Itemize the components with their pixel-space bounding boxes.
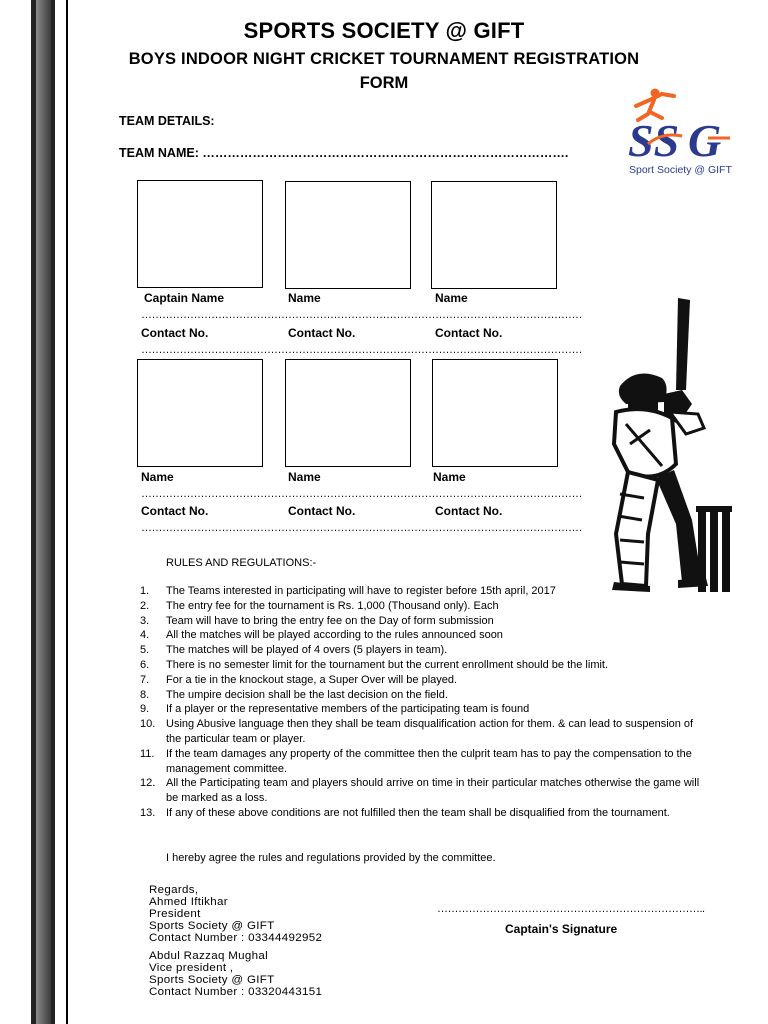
member-contact-line[interactable]: ……………………………………	[288, 522, 435, 534]
rule-number: 13.	[140, 806, 156, 819]
president-org: Sports Society @ GIFT	[149, 920, 275, 932]
rule-number: 2.	[140, 599, 150, 612]
rule-number: 12.	[140, 777, 156, 790]
rule-text: All the matches will be played according to the rules announced soon	[166, 629, 503, 642]
rule-item	[140, 776, 700, 806]
rule-item	[140, 806, 700, 821]
rule-number: 7.	[140, 673, 150, 686]
member-name-label: Name	[433, 470, 466, 484]
logo-caption: Sport Society @ GIFT	[629, 164, 732, 176]
left-border-gradient	[36, 0, 51, 1024]
photo-box-player-3[interactable]	[431, 181, 557, 289]
captain-signature-label: Captain's Signature	[505, 922, 618, 936]
captain-signature-line[interactable]: …………………………………………………………………..	[437, 903, 705, 915]
rule-item	[140, 673, 700, 688]
rule-text: Team will have to bring the entry fee on the Day of form submission	[166, 614, 494, 627]
rule-number: 8.	[140, 688, 150, 701]
form-subtitle-line1: BOYS INDOOR NIGHT CRICKET TOURNAMENT REGISTRATION	[128, 50, 640, 68]
rule-text: The matches will be played of 4 overs (5 players in team).	[166, 644, 448, 657]
member-contact-label: Contact No.	[435, 504, 503, 518]
member-name-line[interactable]: ……………………………………	[288, 309, 435, 321]
member-contact-line[interactable]: ……………………………………	[288, 344, 435, 356]
rule-text: All the Participating team and players should arrive on time in their particular matches otherwise the game will be marked as a loss.	[166, 777, 700, 805]
svg-text:SS: SS	[628, 115, 680, 166]
member-contact-line[interactable]: ……………………………………	[435, 344, 582, 356]
member-contact-line[interactable]: ……………………………………	[141, 344, 288, 356]
president-name: Ahmed Iftikhar	[149, 896, 228, 908]
rule-number: 1.	[140, 585, 150, 597]
member-contact-line[interactable]: ……………………………………	[141, 522, 288, 534]
rules-list	[140, 584, 700, 821]
photo-box-player-5[interactable]	[285, 359, 411, 467]
rule-text: The Teams interested in participating will have to register before 15th april, 2017	[166, 585, 556, 597]
vp-contact-number: Contact Number : 03320443151	[149, 986, 323, 998]
member-contact-label: Contact No.	[288, 326, 356, 340]
page-title: SPORTS SOCIETY @ GIFT	[243, 18, 525, 43]
rule-number: 4.	[140, 629, 150, 642]
team-details-label: TEAM DETAILS:	[119, 114, 215, 128]
member-name-line[interactable]: ……………………………………	[141, 309, 288, 321]
rule-text: The umpire decision shall be the last decision on the field.	[166, 688, 448, 701]
regards-text: Regards,	[149, 884, 199, 896]
member-name-label: Name	[288, 470, 321, 484]
member-name-line[interactable]: ……………………………………	[141, 488, 288, 500]
vp-title: Vice president ,	[149, 962, 234, 974]
member-name-line[interactable]: ……………………………………	[435, 488, 582, 500]
rule-text: The entry fee for the tournament is Rs. 1,000 (Thousand only). Each	[166, 599, 499, 612]
member-name-line[interactable]: ……………………………………	[288, 488, 435, 500]
cricket-batsman-illustration	[606, 294, 736, 594]
rule-item	[140, 747, 700, 777]
photo-box-player-6[interactable]	[432, 359, 558, 467]
vp-name: Abdul Razzaq Mughal	[149, 950, 268, 962]
cricket-batsman-icon	[606, 294, 736, 594]
member-contact-line[interactable]: ……………………………………	[435, 522, 582, 534]
rule-item	[140, 702, 700, 717]
rule-number: 9.	[140, 703, 150, 716]
rules-heading: RULES AND REGULATIONS:-	[166, 557, 317, 569]
president-contact-block	[149, 884, 322, 944]
member-contact-label: Contact No.	[141, 326, 209, 340]
rule-number: 10.	[140, 718, 156, 731]
rule-number: 6.	[140, 658, 150, 671]
rule-item	[140, 584, 700, 599]
rule-text: If a player or the representative members of the participating team is found	[166, 703, 530, 716]
rule-text: If the team damages any property of the committee then the culprit team has to pay the compensation to the management committee.	[166, 747, 692, 775]
rule-item	[140, 643, 700, 658]
rule-text: Using Abusive language then they shall be team disqualification action for them. & can lead to suspension of the particular team or player.	[166, 718, 694, 745]
president-title: President	[149, 908, 201, 920]
rule-item	[140, 614, 700, 629]
member-name-label: Captain Name	[144, 291, 225, 305]
rule-item	[140, 688, 700, 703]
vp-org: Sports Society @ GIFT	[149, 974, 275, 986]
rule-number: 5.	[140, 644, 150, 657]
member-contact-label: Contact No.	[435, 326, 503, 340]
form-subtitle-line2: FORM	[359, 74, 409, 92]
rule-item	[140, 628, 700, 643]
member-name-label: Name	[435, 291, 468, 305]
member-name-label: Name	[141, 470, 174, 484]
vice-president-contact-block	[149, 950, 322, 998]
member-contact-label: Contact No.	[288, 504, 356, 518]
rule-text: There is no semester limit for the tournament but the current enrollment should be the limit.	[166, 658, 609, 671]
team-name-field[interactable]: TEAM NAME: …………………………………………………………………………….	[119, 146, 569, 160]
svg-text:G: G	[688, 115, 722, 166]
member-contact-label: Contact No.	[141, 504, 209, 518]
rule-item	[140, 599, 700, 614]
rule-item	[140, 717, 700, 747]
rule-text: For a tie in the knockout stage, a Super Over will be played.	[166, 673, 458, 686]
rule-number: 11.	[140, 747, 155, 760]
rule-number: 3.	[140, 614, 150, 627]
agreement-statement: I hereby agree the rules and regulations provided by the committee.	[166, 852, 496, 864]
left-margin-rule	[66, 0, 68, 1024]
rule-text: If any of these above conditions are not fulfilled then the team shall be disqualified from the tournament.	[166, 806, 670, 819]
president-contact-number: Contact Number : 03344492952	[149, 932, 323, 944]
photo-box-player-2[interactable]	[285, 181, 411, 289]
member-name-label: Name	[288, 291, 321, 305]
photo-box-captain[interactable]	[137, 180, 263, 288]
photo-box-player-4[interactable]	[137, 359, 263, 467]
member-name-line[interactable]: ……………………………………	[435, 309, 582, 321]
rule-item	[140, 658, 700, 673]
